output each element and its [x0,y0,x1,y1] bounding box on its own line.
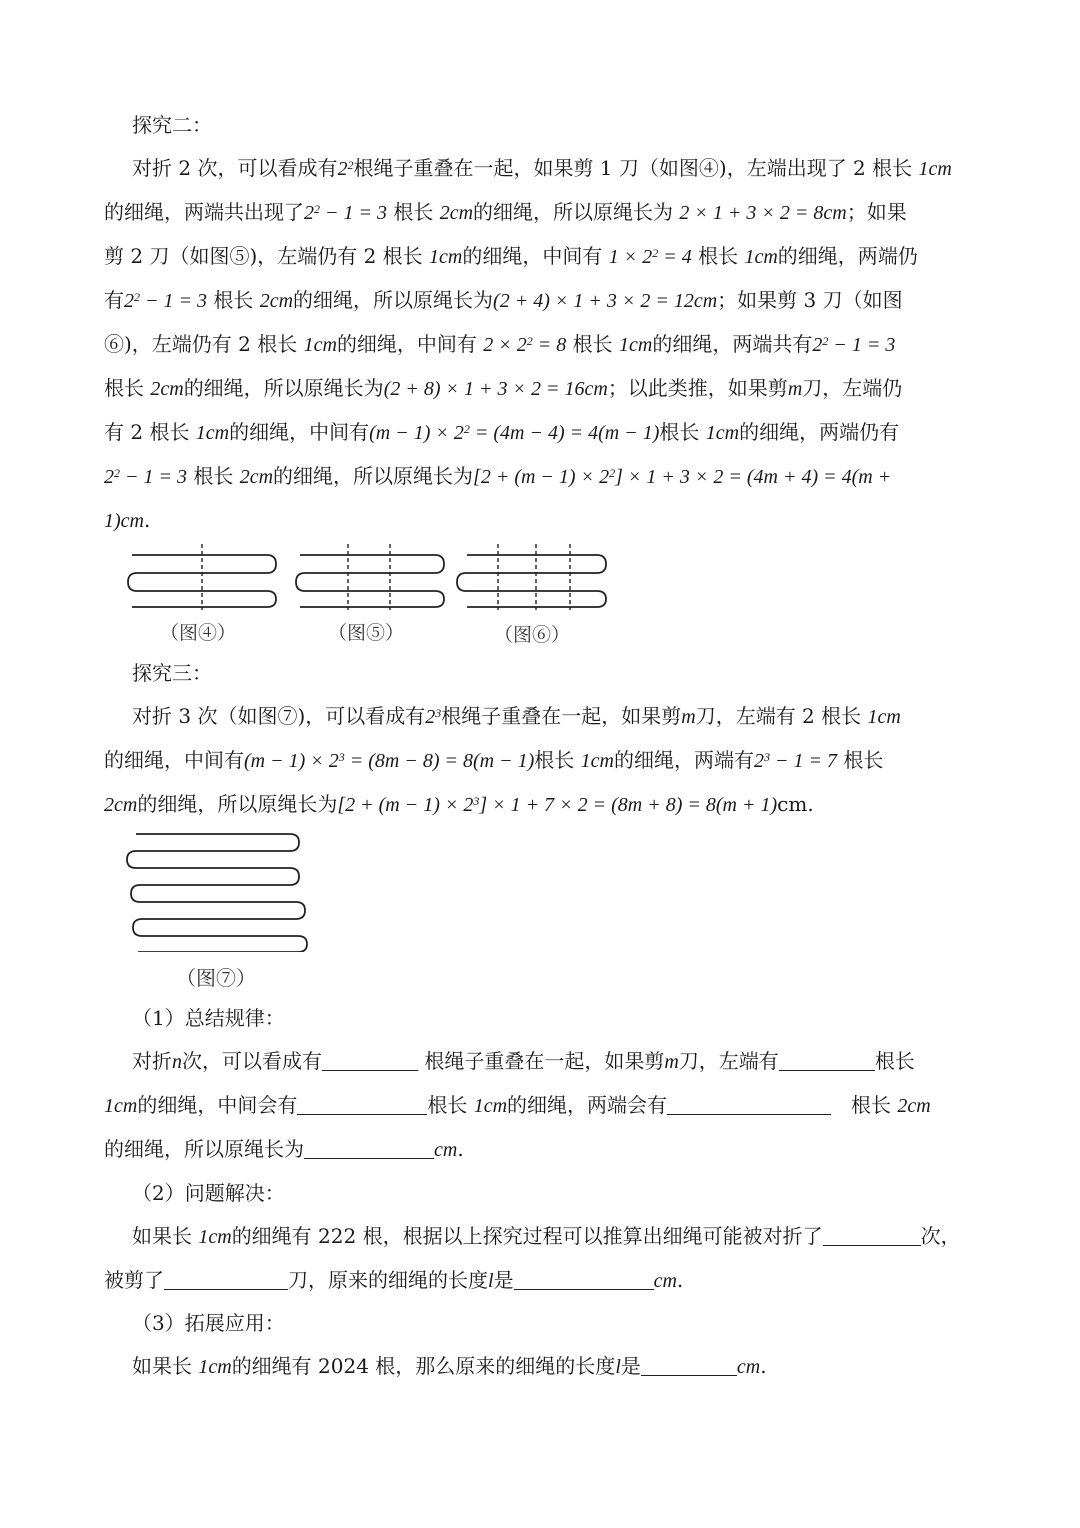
text-run: ；以此类推，如果剪 [607,376,788,400]
text-run: 根长 [207,288,260,312]
math-expression: (2 + 4) × 1 + 3 × 2 = 12cm [493,290,718,312]
math-expression: − 1 = 7 [769,750,837,772]
text-run: 的细绳，所以原绳长为 [183,376,384,400]
math-expression: m [664,1051,679,1073]
text-run: 次，可以看成有 [182,1049,322,1073]
text-run: 根长 [534,748,581,772]
math-expression: − 1 = 3 [828,334,896,356]
text-line [104,1215,984,1259]
math-expression: m [681,706,696,728]
answer-blank[interactable] [304,1138,434,1159]
text-run: 根长 [427,1093,474,1117]
text-run: 对折 [132,1049,172,1073]
math-expression: = 4 [658,246,692,268]
math-exponent: 2 [652,246,659,260]
figure-6-rope [457,555,606,607]
text-line [104,1128,984,1172]
text-run: 是 [493,1268,514,1292]
math-expression: 2 [337,158,348,180]
q1-body [104,1040,984,1172]
text-run: 的细绳有 222 根，根据以上探究过程可以推算出细绳可能被对折了 [231,1224,823,1248]
q1-heading: （1）总结规律： [132,1006,285,1030]
text-run: 的细绳，所以原绳长为 [273,464,474,488]
math-expression: ] × 1 + 7 × 2 = (8m + 8) = 8(m + 1) [479,794,778,816]
math-exponent: 2 [463,422,470,436]
text-line [104,367,984,411]
answer-blank[interactable] [667,1094,831,1115]
text-run: . [457,1137,464,1161]
text-run: 有 [104,288,124,312]
math-exponent: 2 [609,466,616,480]
answer-blank[interactable] [641,1355,737,1376]
answer-blank[interactable] [164,1269,288,1290]
math-expression: 1cm [580,750,614,772]
text-line [104,411,984,455]
math-expression: cm [736,1356,761,1378]
math-expression: 2 [425,706,436,728]
text-run: 根长 [874,1049,915,1073]
math-expression: 1cm [198,1226,232,1248]
math-expression: 1cm [918,158,952,180]
text-run: 刀，左端有 2 根长 [695,704,868,728]
q3-heading: （3）拓展应用： [132,1311,285,1335]
text-line [104,695,984,739]
math-expression: = 8 [532,334,567,356]
text-run: 根长 [387,200,440,224]
text-run: ⑥)，左端仍有 2 根长 [104,332,304,356]
text-line [104,1345,984,1389]
figure-7-caption: （图⑦） [176,966,256,990]
text-run: 的细绳，中间有 [229,420,370,444]
section3-heading: 探究三： [132,661,212,685]
math-exponent: 3 [338,750,345,764]
text-run: 被剪了 [104,1268,164,1292]
math-expression: 1cm [473,1095,508,1117]
math-expression: 1cm [705,422,740,444]
math-expression: 1)cm [104,510,144,532]
math-expression: 2cm [239,466,274,488]
math-exponent: 3 [763,750,770,764]
text-line [104,191,984,235]
text-line [104,783,984,827]
math-expression: m [787,378,803,400]
answer-blank[interactable] [823,1225,921,1246]
math-exponent: 2 [114,466,120,480]
text-line [104,1084,984,1128]
text-line [104,455,984,499]
math-expression: 1cm [429,246,463,268]
text-run: 的细绳，中间有 [462,244,609,268]
text-run: 刀，左端仍 [802,376,903,400]
math-expression: l [615,1356,621,1378]
text-run: 如果长 [132,1354,199,1378]
math-exponent: 2 [526,334,533,348]
figure-6-caption: （图⑥） [494,624,571,646]
text-line [104,323,984,367]
math-expression: − 1 = 3 [140,290,207,312]
figure-5-caption: （图⑤） [328,622,405,644]
text-run: . [676,1268,684,1292]
answer-blank[interactable] [779,1050,875,1071]
text-run: 根长 [566,332,620,356]
math-expression: 1cm [619,334,653,356]
math-expression: = (4m − 4) = 4(m − 1) [469,422,660,444]
text-line [104,279,984,323]
math-expression: 2cm [897,1095,931,1117]
text-run: 根绳子重叠在一起，如果剪 [418,1049,665,1073]
text-run: 的细绳，所以原绳长为 [104,1137,304,1161]
math-expression: = (8m − 8) = 8(m − 1) [344,750,535,772]
text-run: 的细绳，两端共有 [652,332,813,356]
text-run: cm. [777,792,814,816]
text-run: 如果长 [132,1224,199,1248]
text-line [104,235,984,279]
text-run: 刀，原来的细绳的长度 [288,1268,488,1292]
text-run: 的细绳，所以原绳长为 [473,200,680,224]
figure-4-caption: （图④） [160,622,237,644]
text-run: 根绳子重叠在一起，如果剪 [441,704,682,728]
text-run: 的细绳，两端仍有 [739,420,900,444]
text-line [104,499,984,543]
math-expression: 2 × 1 + 3 × 2 = 8cm [679,202,847,224]
text-run: 的细绳，中间会有 [137,1093,298,1117]
math-expression: 1cm [867,706,901,728]
text-run: 的细绳，中间有 [104,748,244,772]
math-expression: [2 + (m − 1) × 2 [337,794,474,816]
text-run: . [760,1354,767,1378]
q2-heading: （2）问题解决： [132,1181,285,1205]
figure-7-folded-rope [118,826,318,952]
math-expression: 2 [104,466,114,488]
text-run: 的细绳，所以原绳长为 [137,792,338,816]
figure-5-rope [296,555,444,607]
text-run: 刀，左端有 [678,1049,779,1073]
text-run: 对折 2 次，可以看成有 [132,156,338,180]
text-run: 是 [620,1354,641,1378]
math-expression: 1cm [744,246,778,268]
answer-blank[interactable] [297,1094,427,1115]
answer-blank[interactable] [322,1050,418,1071]
math-expression: 2cm [439,202,474,224]
math-exponent: 2 [822,334,829,348]
math-expression: 2 [812,334,823,356]
answer-blank[interactable] [514,1269,654,1290]
text-run: ；如果 [846,200,907,224]
text-run: 根长 [836,748,884,772]
math-expression: l [488,1270,494,1292]
math-expression: − 1 = 3 [120,466,187,488]
text-run: 的细绳，中间有 [336,332,484,356]
text-line [104,1259,984,1303]
text-run: 对折 3 次（如图⑦)，可以看成有 [132,704,426,728]
math-expression: [2 + (m − 1) × 2 [473,466,610,488]
text-run: 根长 [691,244,745,268]
figure-row-folded-ropes [122,544,612,610]
math-exponent: 2 [134,290,140,304]
math-expression: cm [653,1270,677,1292]
text-run: . [143,508,151,532]
math-expression: 1cm [195,422,230,444]
math-expression: ] × 1 + 3 × 2 = (4m + 4) = 4(m + [615,466,892,488]
math-expression: 2cm [104,794,138,816]
text-run: 根长 [831,1093,898,1117]
math-expression: n [172,1051,182,1073]
text-run: 的细绳，两端共出现了 [104,200,304,224]
text-run: 根长 [104,376,151,400]
math-expression: 2cm [259,290,294,312]
text-run: 的细绳，所以原绳长为 [293,288,494,312]
math-expression: (2 + 8) × 1 + 3 × 2 = 16cm [383,378,608,400]
text-run: 的细绳，两端有 [613,748,754,772]
math-expression: 2 [753,750,764,772]
math-expression: 2 × 2 [483,334,527,356]
text-run: 的细绳，两端仍 [777,244,918,268]
text-run: 有 2 根长 [104,420,196,444]
math-expression: (m − 1) × 2 [244,750,339,772]
q3-body [104,1345,984,1389]
text-run: 根长 [187,464,240,488]
math-exponent: 3 [435,706,442,720]
math-expression: − 1 = 3 [320,202,387,224]
math-expression: 1 × 2 [608,246,653,268]
math-expression: 2 [124,290,134,312]
text-run: 次， [920,1224,961,1248]
math-expression: 2cm [150,378,184,400]
text-run: 根长 [659,420,706,444]
text-run: ；如果剪 3 刀（如图 [717,288,903,312]
math-expression: (m − 1) × 2 [369,422,464,444]
math-exponent: 2 [347,158,354,172]
text-line [104,739,984,783]
section2-body [104,147,984,543]
math-expression: cm [434,1139,458,1161]
math-exponent: 3 [473,794,480,808]
math-expression: 1cm [198,1356,232,1378]
text-run: 根绳子重叠在一起，如果剪 1 刀（如图④)，左端出现了 2 根长 [353,156,919,180]
text-run: 的细绳，两端会有 [507,1093,668,1117]
math-exponent: 2 [314,202,320,216]
math-expression: 2 [304,202,314,224]
text-run: 的细绳有 2024 根，那么原来的细绳的长度 [231,1354,616,1378]
section2-heading: 探究二： [132,113,212,137]
section3-body [104,695,984,827]
math-expression: 1cm [104,1095,138,1117]
text-line [104,1040,984,1084]
q2-body [104,1215,984,1303]
text-line [104,147,984,191]
math-expression: 1cm [303,334,337,356]
text-run: 剪 2 刀（如图⑤)，左端仍有 2 根长 [104,244,430,268]
